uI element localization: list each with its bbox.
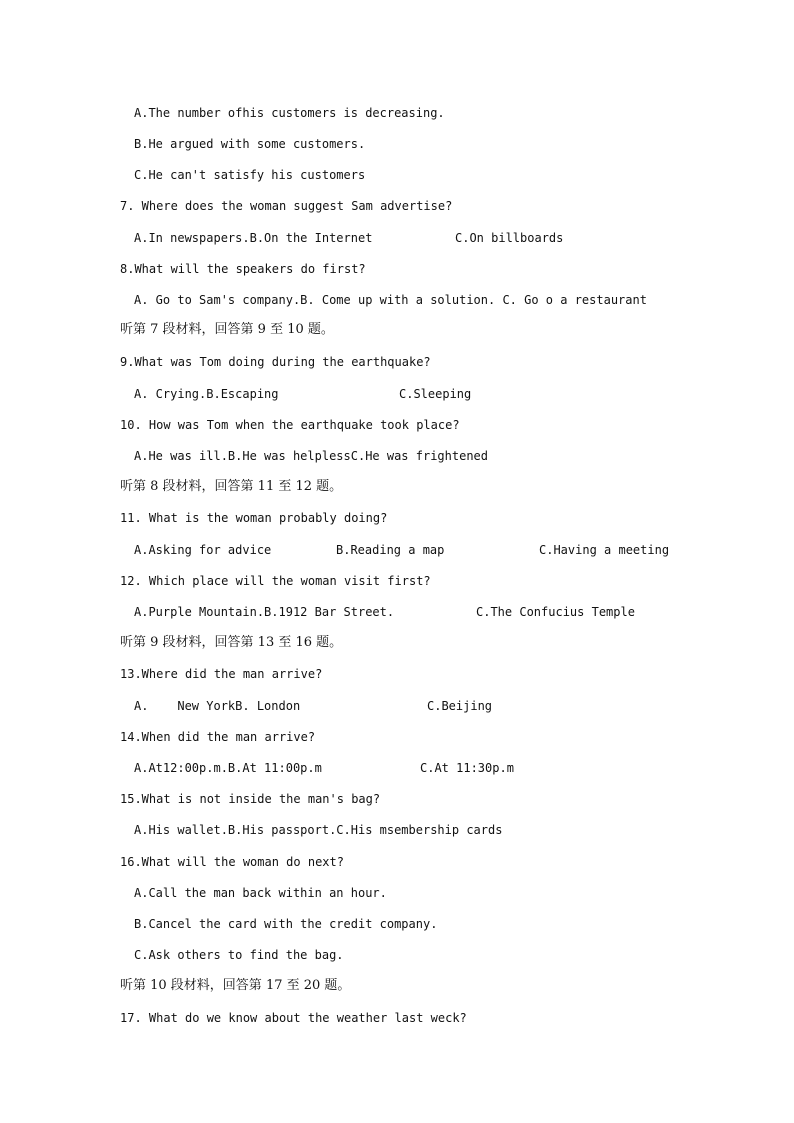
section-heading-10: 听第 10 段材料，回答第 17 至 20 题。 (120, 978, 351, 993)
q16-option-b: B.Cancel the card with the credit company. (134, 917, 438, 931)
q7-option-c: C.On billboards (455, 231, 564, 245)
q15-options: A.His wallet.B.His passport.C.His msembership cards (134, 823, 503, 837)
q9-option-c: C.Sleeping (399, 387, 472, 401)
q12-option-c: C.The Confucius Temple (476, 605, 635, 619)
q16-option-c: C.Ask others to find the bag. (134, 948, 344, 962)
question-17: 17. What do we know about the weather last weck? (120, 1011, 467, 1025)
q16-option-a: A.Call the man back within an hour. (134, 886, 387, 900)
q11-option-c: C.Having a meeting (539, 543, 670, 557)
section-heading-7: 听第 7 段材料，回答第 9 至 10 题。 (120, 322, 334, 337)
section-heading-9: 听第 9 段材料，回答第 13 至 16 题。 (120, 635, 343, 650)
question-13: 13.Where did the man arrive? (120, 667, 323, 681)
question-15: 15.What is not inside the man's bag? (120, 792, 381, 806)
question-16: 16.What will the woman do next? (120, 855, 344, 869)
q6-option-b: B.He argued with some customers. (134, 137, 366, 151)
question-14: 14.When did the man arrive? (120, 730, 316, 744)
q8-options: A. Go to Sam's company.B. Come up with a solution. C. Go o a restaurant (134, 293, 647, 307)
q13-option-c: C.Beijing (427, 699, 493, 713)
q9-options-ab: A. Crying.B.Escaping (134, 387, 279, 401)
q6-option-a: A.The number ofhis customers is decreasing. (134, 106, 445, 120)
q14-options-ab: A.At12:00p.m.B.At 11:00p.m (134, 761, 322, 775)
question-12: 12. Which place will the woman visit first? (120, 574, 431, 588)
q11-option-a: A.Asking for advice (134, 543, 272, 557)
q14-option-c: C.At 11:30p.m (420, 761, 514, 775)
section-heading-8: 听第 8 段材料，回答第 11 至 12 题。 (120, 479, 343, 494)
q6-option-c: C.He can't satisfy his customers (134, 168, 366, 182)
q13-options-ab: A. New YorkB. London (134, 699, 301, 713)
q12-options-ab: A.Purple Mountain.B.1912 Bar Street. (134, 605, 395, 619)
q11-option-b: B.Reading a map (336, 543, 445, 557)
question-11: 11. What is the woman probably doing? (120, 511, 388, 525)
question-8: 8.What will the speakers do first? (120, 262, 366, 276)
question-7: 7. Where does the woman suggest Sam advertise? (120, 199, 453, 213)
q7-options-ab: A.In newspapers.B.On the Internet (134, 231, 373, 245)
question-10: 10. How was Tom when the earthquake took place? (120, 418, 460, 432)
q10-options: A.He was ill.B.He was helplessC.He was frightened (134, 449, 489, 463)
question-9: 9.What was Tom doing during the earthquake? (120, 355, 431, 369)
